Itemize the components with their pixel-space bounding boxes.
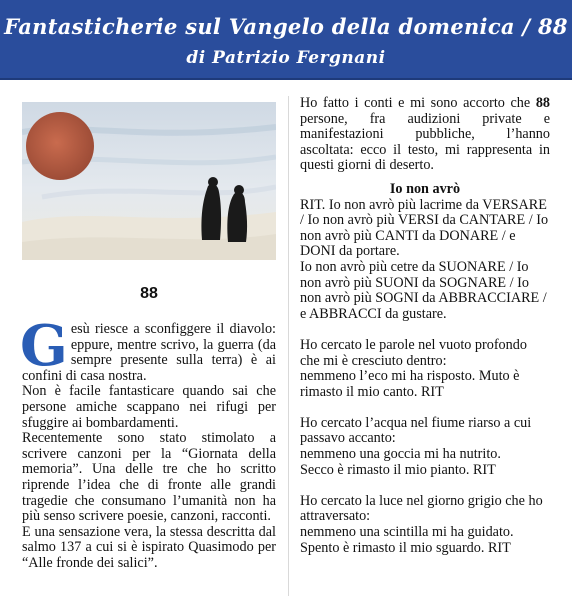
drop-cap: G (20, 313, 68, 379)
poem-refrain (300, 198, 550, 323)
count-bold: 88 (535, 95, 550, 111)
stanza-line: Ho cercato le parole nel vuoto profondo che mi è cresciuto dentro: (300, 336, 527, 369)
stanza-line: nemmeno una scintilla mi ha guidato. (300, 524, 514, 541)
refrain-line: RIT. Io non avrò più lacrime da VERSARE / Io non avrò più VERSI da CANTARE / Io non avrò più CANTI da DONARE / e DONI da portare. (300, 196, 549, 260)
stanza-line: Spento è rimasto il mio sguardo. RIT (300, 539, 511, 556)
paragraph-2: Non è facile fantasticare quando sai che persone amiche scappano nei rifugi per sfuggire ai bombardamenti. (22, 383, 276, 431)
stanza-line: Ho cercato l’acqua nel fiume riarso a cui passavo accanto: (300, 414, 532, 447)
intro-text: esù riesce a sconfiggere il diavolo: eppure, mentre scrivo, la guerra (da sempre presente sulla terra) è ai confini di casa nostra. (22, 321, 276, 384)
paragraph-4: E una sensazione vera, la stessa descritta dal salmo 137 a cui si è ispirato Quasimodo per “Alle fronde dei salici”. (22, 523, 276, 571)
stanza-line: nemmeno una goccia mi ha nutrito. (300, 446, 501, 463)
poem-stanza-3 (300, 494, 550, 556)
poem-stanza-2 (300, 416, 550, 478)
image-caption: 88 (140, 285, 158, 302)
right-intro-paragraph: Ho fatto i conti e mi sono accorto che 88 persone, fra audizioni private e manifestazioni pubbliche, l’hanno ascoltata: ecco il testo, mi rappresenta in questi giorni di deserto. (300, 95, 550, 174)
watercolor-illustration (22, 102, 276, 260)
left-column (22, 96, 276, 572)
poem-title: Io non avrò (389, 180, 461, 197)
right-column (300, 96, 550, 556)
page-header (0, 0, 572, 80)
column-divider (288, 96, 289, 596)
article-author: di Patrizio Fergnani (186, 48, 386, 68)
desert-painting-image (22, 102, 276, 260)
intro-paragraph (20, 313, 276, 384)
stanza-line: Ho cercato la luce nel giorno grigio che ho attraversato: (300, 492, 543, 525)
stanza-line: nemmeno l’eco mi ha risposto. Muto è rimasto il mio canto. RIT (300, 368, 520, 400)
sun-shape (26, 112, 94, 180)
stanza-line: Secco è rimasto il mio pianto. RIT (300, 461, 496, 478)
article-title: Fantasticherie sul Vangelo della domenica / 88 (4, 14, 568, 39)
refrain-line: Io non avrò più cetre da SUONARE / Io non avrò più SUONI da SOGNARE / Io non avrò più SOGNI da ABBRACCIARE / e ABBRACCI da gustare. (300, 258, 547, 322)
paragraph-3: Recentemente sono stato stimolato a scrivere canzoni per la “Giornata della memoria”. Una delle tre che ho scritto riprende l’idea che di fronte alle grandi tragedie che consumano l’umanità non ha più senso scrivere poesie, canzoni, racconti. (22, 430, 276, 525)
poem-stanza-1 (300, 338, 550, 400)
